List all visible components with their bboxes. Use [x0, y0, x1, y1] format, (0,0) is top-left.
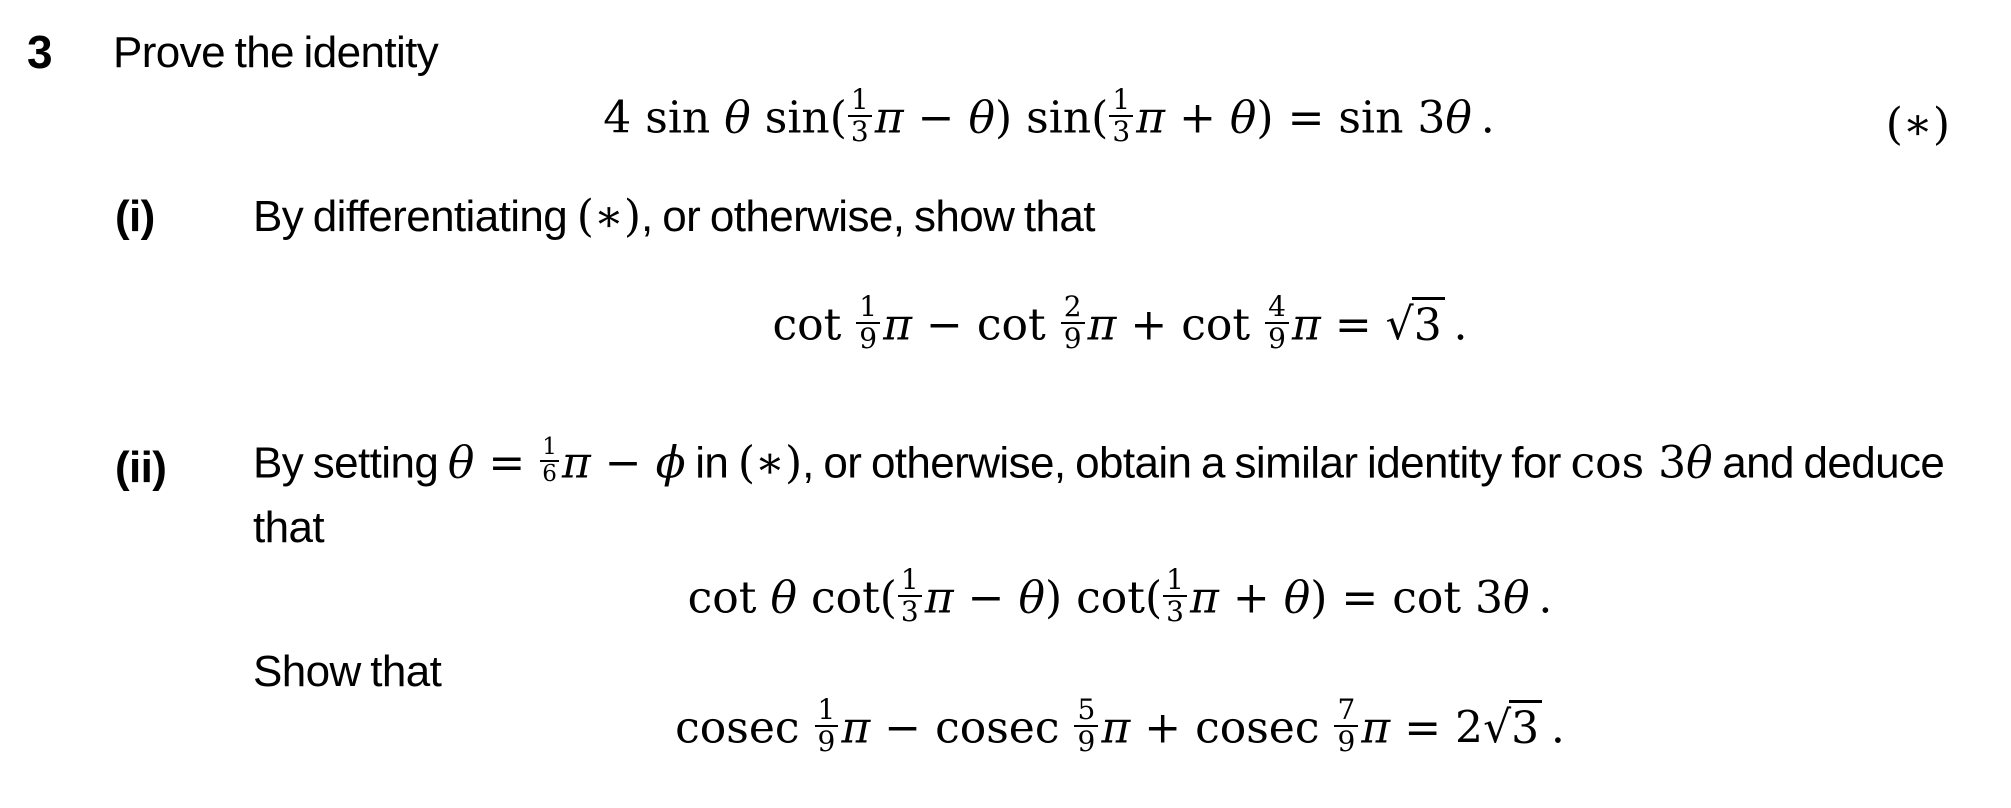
show-that-text: Show that — [253, 647, 442, 696]
question-intro: Prove the identity — [113, 28, 439, 77]
question-number: 3 — [27, 26, 52, 78]
equation-star-label: (∗) — [1885, 99, 1950, 150]
part-ii-equation-2: cosec $\frac{1}{9}$ π − cosec $\frac{5}{9}$ π + cosec $\frac{7}{9}$ π = 2√3 . — [675, 692, 1565, 758]
equation-star: 4 sin θ sin( $\frac{1}{3}$ π − θ) sin( $\frac{1}{3}$ π + θ) = sin 3θ . — [603, 82, 1495, 148]
part-i-equation: cot $\frac{1}{9}$ π − cot $\frac{2}{9}$ π + cot $\frac{4}{9}$ π = √3 . — [772, 289, 1468, 355]
part-i-text: By differentiating (∗), or otherwise, show that — [253, 191, 1095, 242]
part-ii-label: (ii) — [115, 443, 167, 492]
part-ii-text-line1: By setting θ = $\frac{1}{6}$ π − ϕ in (∗), or otherwise, obtain a similar identity for cos 3θ and deduce — [253, 433, 1945, 489]
part-ii-text-line2: that — [253, 503, 324, 552]
part-ii-equation-1: cot θ cot( $\frac{1}{3}$ π − θ) cot( $\frac{1}{3}$ π + θ) = cot 3θ . — [687, 562, 1553, 628]
part-i-label: (i) — [115, 192, 155, 241]
